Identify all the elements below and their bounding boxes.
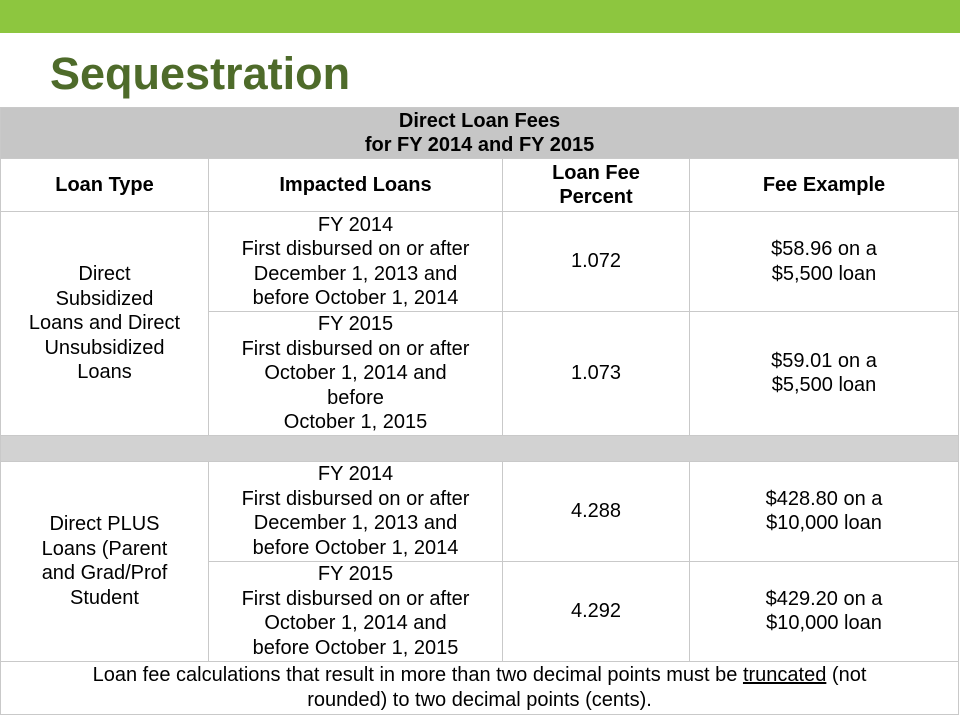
fee-example-line: $58.96 on a — [771, 238, 877, 260]
loan-type-line: Subsidized — [55, 287, 154, 310]
impacted-line: before October 1, 2015 — [252, 636, 459, 659]
fee-example-line: $10,000 loan — [766, 512, 882, 534]
impacted-line: First disbursed on or after — [241, 238, 470, 260]
loan-type-cell — [1, 461, 209, 661]
impacted-line: October 1, 2014 and — [264, 362, 447, 384]
table-title-row — [1, 108, 959, 159]
header-loan-type: Loan Type — [1, 159, 209, 212]
loan-type-line: Loans (Parent — [41, 537, 168, 560]
loan-type-line: and Grad/Prof — [41, 562, 168, 584]
impacted-line: FY 2015 — [317, 313, 394, 335]
header-impacted-loans: Impacted Loans — [209, 159, 503, 212]
impacted-line: First disbursed on or after — [241, 587, 470, 610]
footnote-line1 — [3, 663, 956, 688]
table-spacer-row — [1, 435, 959, 461]
table-footnote-row — [1, 661, 959, 714]
fee-percent-cell: 4.288 — [503, 461, 690, 561]
impacted-line: before October 1, 2014 — [252, 536, 459, 559]
impacted-line: October 1, 2014 and — [264, 612, 447, 634]
table-row — [1, 212, 959, 312]
footnote-text-after: (not — [826, 663, 867, 686]
loan-type-line: Student — [70, 586, 139, 609]
loan-type-line: Direct PLUS — [49, 513, 160, 535]
header-fee-example: Fee Example — [690, 159, 959, 212]
impacted-loans-cell — [209, 461, 503, 561]
loan-type-line: Loans and Direct — [28, 312, 181, 334]
loan-type-line: Unsubsidized — [44, 336, 165, 359]
impacted-loans-cell — [209, 312, 503, 436]
impacted-line: December 1, 2013 and — [253, 512, 458, 534]
loan-type-cell — [1, 212, 209, 436]
header-loan-fee-line1: Loan Fee — [552, 162, 640, 184]
impacted-line: FY 2015 — [317, 563, 394, 585]
table-title-line1: Direct Loan Fees — [398, 110, 561, 132]
direct-loan-fees-table — [0, 107, 959, 715]
header-loan-fee-line2: Percent — [559, 186, 633, 208]
impacted-line: FY 2014 — [317, 213, 394, 236]
fee-example-line: $59.01 on a — [771, 349, 877, 372]
slide-title: Sequestration — [50, 48, 351, 99]
fee-example-line: $5,500 loan — [771, 262, 877, 285]
table-title — [1, 108, 959, 159]
footnote-underlined-word: truncated — [742, 663, 827, 686]
table-title-line2: for FY 2014 and FY 2015 — [364, 134, 595, 156]
footnote-line2: rounded) to two decimal points (cents). — [307, 688, 652, 711]
fee-example-line: $428.80 on a — [765, 487, 883, 510]
table-row — [1, 461, 959, 561]
fee-example-cell — [690, 312, 959, 436]
impacted-line: First disbursed on or after — [241, 337, 470, 360]
impacted-loans-cell — [209, 561, 503, 661]
fee-example-cell — [690, 461, 959, 561]
top-accent-bar — [0, 0, 960, 33]
footnote-text-before: Loan fee calculations that result in more than two decimal points must be — [92, 663, 743, 686]
loan-type-line: Loans — [77, 361, 132, 383]
loan-type-line: Direct — [78, 263, 131, 285]
fee-example-cell — [690, 561, 959, 661]
table-header-row — [1, 159, 959, 212]
fee-percent-cell: 4.292 — [503, 561, 690, 661]
spacer-cell — [1, 435, 959, 461]
fee-example-line: $10,000 loan — [766, 612, 882, 634]
impacted-line: before October 1, 2014 — [252, 287, 459, 309]
fee-percent-cell: 1.073 — [503, 312, 690, 436]
impacted-line: December 1, 2013 and — [253, 262, 458, 285]
footnote-cell — [1, 661, 959, 714]
fee-example-line: $5,500 loan — [771, 374, 877, 397]
fee-example-line: $429.20 on a — [765, 587, 883, 610]
impacted-line: October 1, 2015 — [283, 411, 428, 433]
impacted-line: FY 2014 — [317, 463, 394, 485]
fee-percent-cell: 1.072 — [503, 212, 690, 312]
fee-example-cell — [690, 212, 959, 312]
impacted-loans-cell — [209, 212, 503, 312]
header-loan-fee-percent — [503, 159, 690, 212]
impacted-line: First disbursed on or after — [241, 487, 470, 510]
impacted-line: before — [327, 386, 384, 409]
